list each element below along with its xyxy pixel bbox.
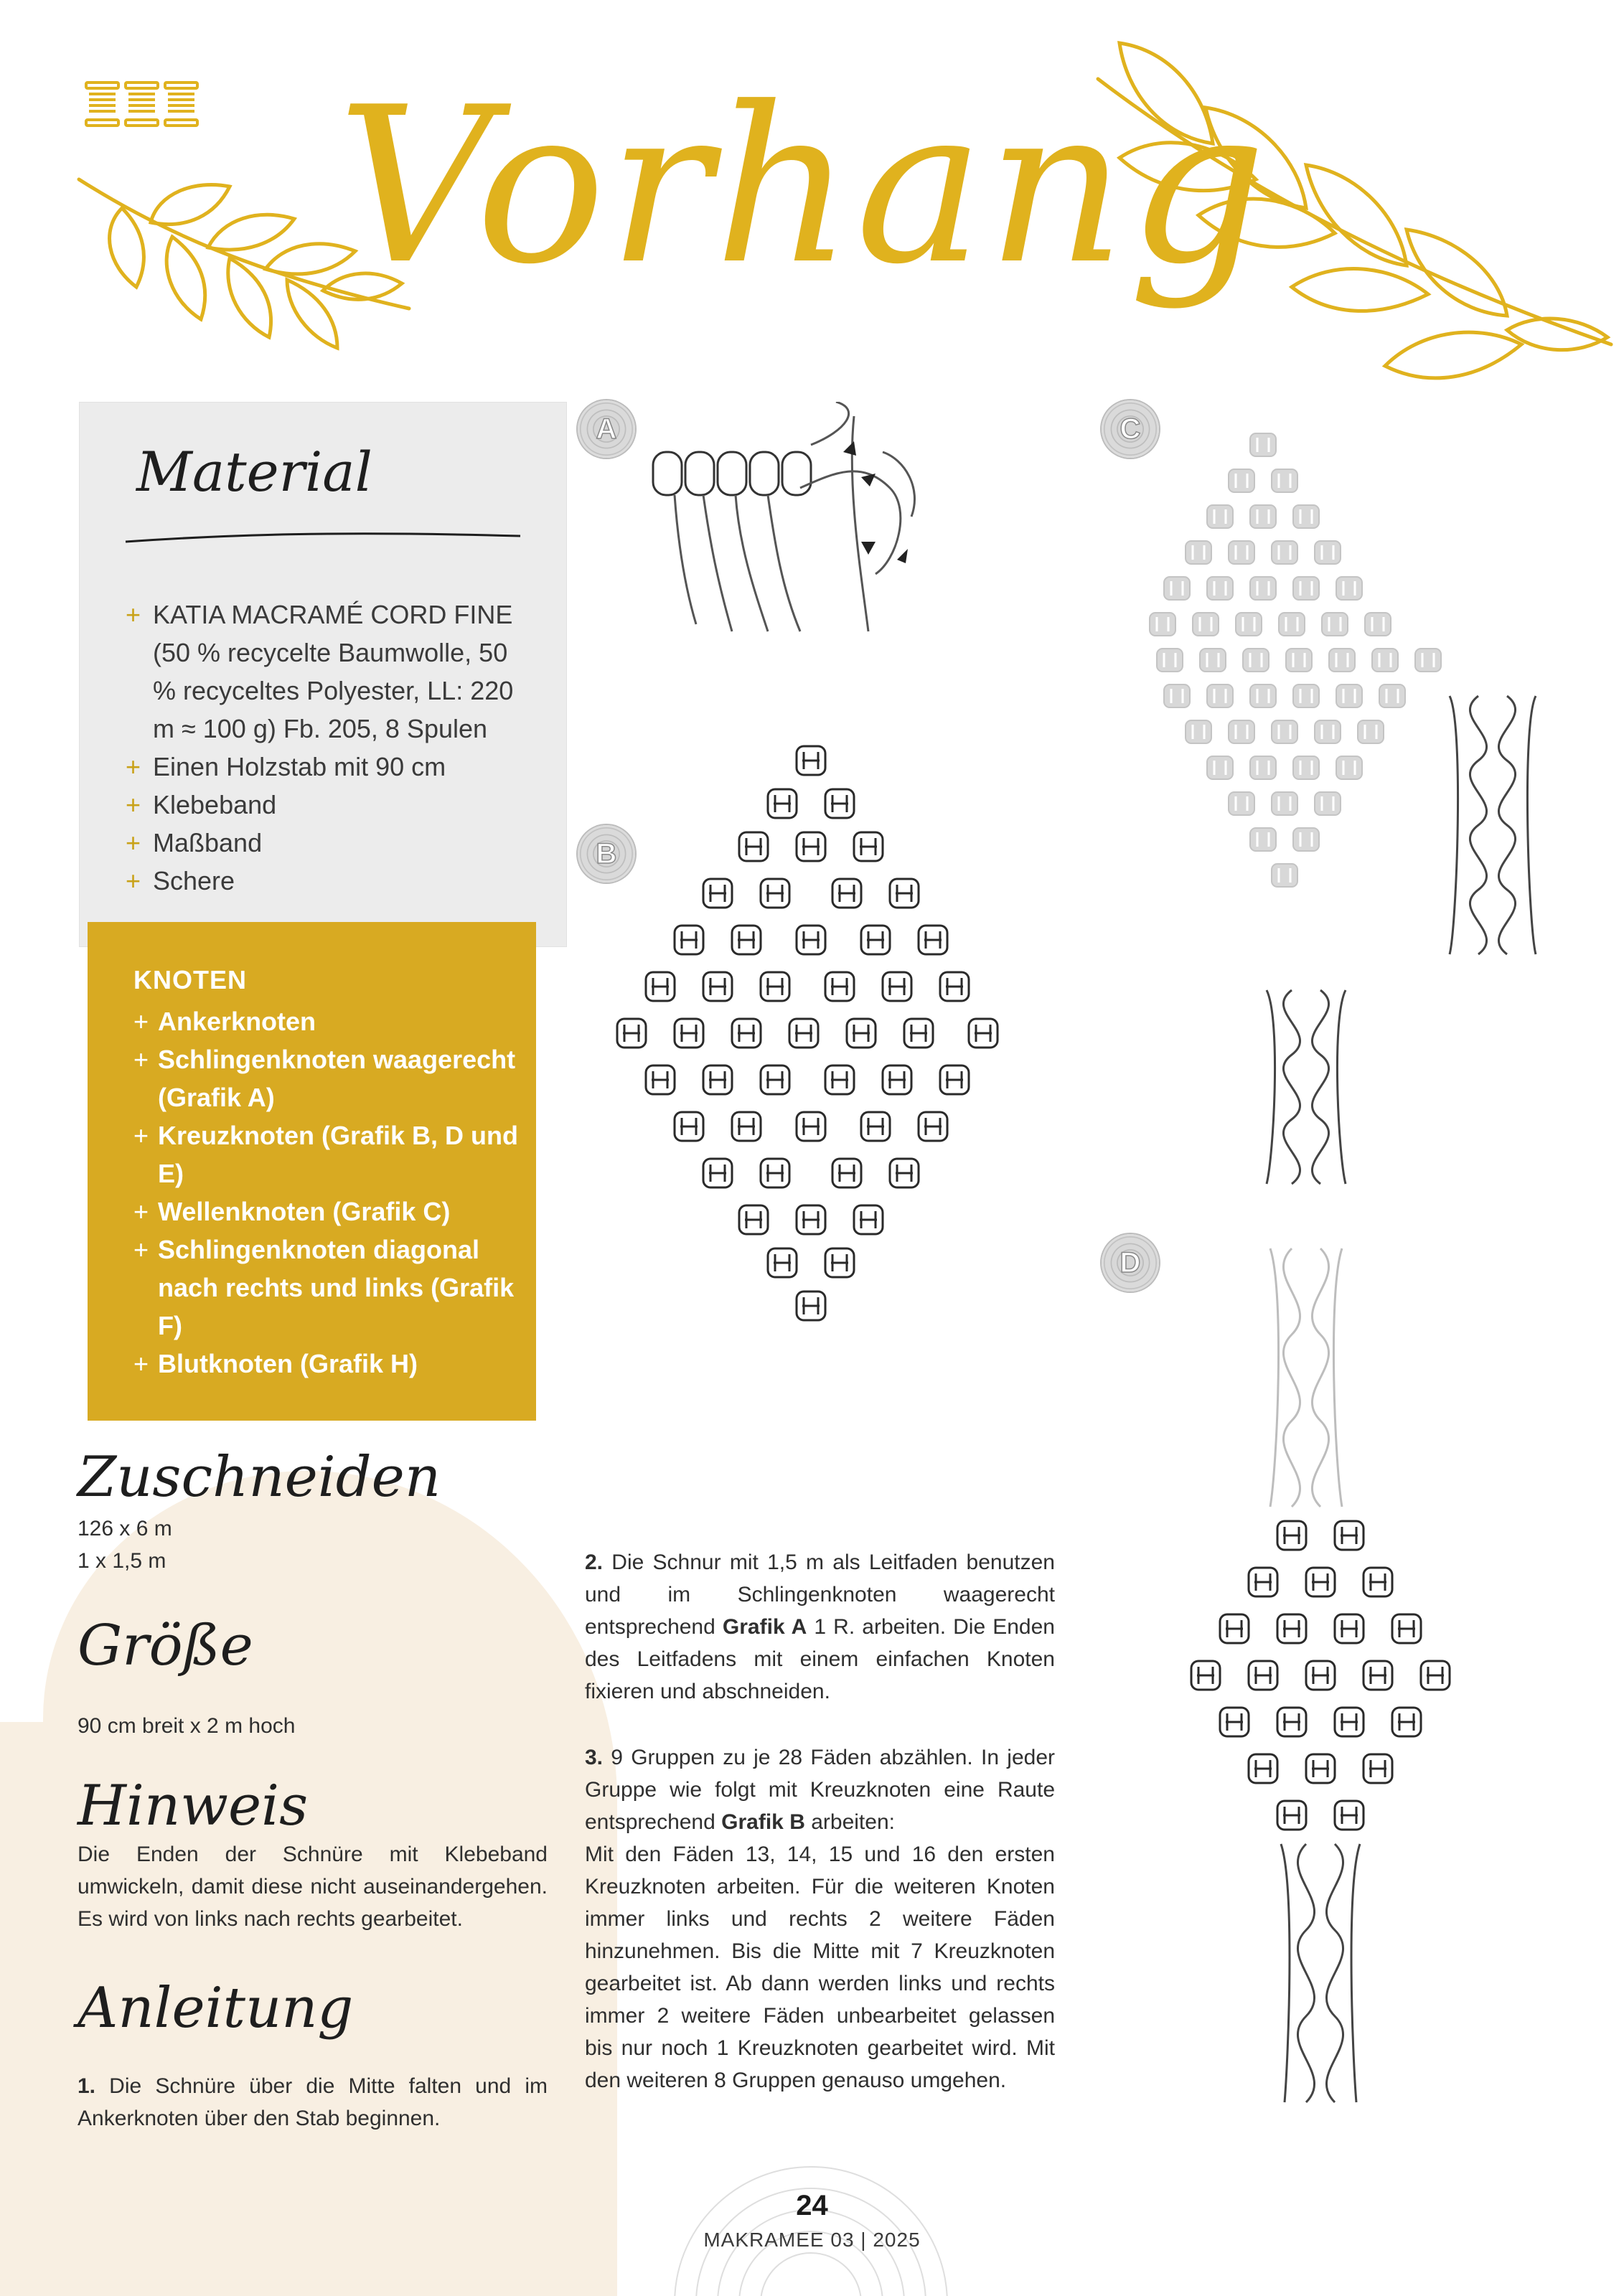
step-text: arbeiten: [811, 1810, 895, 1834]
page-title [337, 61, 1269, 395]
graphic-c-illustration [1148, 423, 1550, 1198]
anleitung-heading: Anleitung [78, 1976, 354, 2041]
graphic-label-b: B [578, 825, 635, 883]
zuschneiden-line: 1 x 1,5 m [78, 1549, 166, 1573]
step-bold-ref: Grafik B [721, 1810, 805, 1834]
footer-rings [632, 2152, 990, 2296]
material-underline [122, 520, 524, 549]
knoten-item: + Wellenknoten (Grafik C) [133, 1192, 521, 1231]
zuschneiden-heading: Zuschneiden [78, 1445, 441, 1510]
page-number: 24 [796, 2190, 828, 2221]
knoten-item: + Blutknoten (Grafik H) [133, 1345, 521, 1383]
step-number: 1. [78, 2074, 96, 2098]
graphic-a-illustration [646, 402, 947, 646]
groesse-heading: Größe [78, 1614, 253, 1678]
magazine-issue: MAKRAMEE 03 | 2025 [703, 2229, 921, 2251]
step-text: Die Schnüre über die Mitte falten und im Ankerknoten über den Stab beginnen. [78, 2074, 548, 2130]
step-1 [78, 2070, 548, 2135]
material-item: + Einen Holzstab mit 90 cm [126, 748, 527, 786]
groesse-text: 90 cm breit x 2 m hoch [78, 1714, 296, 1738]
graphic-label-c: C [1102, 400, 1159, 458]
material-box [79, 402, 567, 947]
step-number: 2. [585, 1551, 604, 1574]
graphic-label-d: D [1102, 1234, 1159, 1292]
knoten-box [88, 922, 536, 1421]
step-text: Die Schnur mit 1,5 m als Leitfaden benutzen und im Schlingenknoten waagerecht entsprechend [585, 1551, 1055, 1639]
material-item: + Schere [126, 862, 527, 900]
knoten-heading: KNOTEN [133, 965, 247, 994]
material-item: + Klebeband [126, 786, 527, 824]
diamond-knots [617, 746, 998, 1320]
step-text: Mit den Fäden 13, 14, 15 und 16 den ersten Kreuzknoten arbeiten. Für die weiteren Knoten immer links und rechts 2 weitere Fäden hinzunehmen. Bis die Mitte mit 7 Kreuzknoten gearbeitet ist. Ab dann werden links und rechts immer 2 weitere Fäden unbearbeitet gelassen bis nur noch 1 Kreuzknoten gearbeitet wird. Mit den weiteren 8 Gruppen genauso umgehen. [585, 1843, 1055, 2092]
material-item: + Maßband [126, 824, 527, 862]
knoten-item: + Kreuzknoten (Grafik B, D und E) [133, 1116, 521, 1192]
zuschneiden-line: 126 x 6 m [78, 1517, 172, 1540]
spool-icons [83, 79, 205, 129]
knoten-list [133, 1002, 521, 1383]
knoten-item: + Schlingenknoten waagerecht (Grafik A) [133, 1040, 521, 1116]
knoten-item: + Schlingenknoten diagonal nach rechts und links (Grafik F) [133, 1231, 521, 1345]
knoten-item: + Ankerknoten [133, 1002, 521, 1040]
graphic-d-illustration [1163, 1234, 1536, 2138]
step-text: 9 Gruppen zu je 28 Fäden abzählen. In jeder Gruppe wie folgt mit Kreuzknoten eine Raute entsprechend [585, 1746, 1055, 1834]
material-item: + KATIA MACRAMÉ CORD FINE (50 % recycelte Baumwolle, 50 % recyceltes Polyester, LL: 220 m ≈ 100 g) Fb. 205, 8 Spulen [126, 596, 527, 748]
step-2 [585, 1546, 1055, 1708]
hinweis-heading: Hinweis [78, 1774, 309, 1838]
graphic-b-diamond [588, 732, 1033, 1478]
step-number: 3. [585, 1746, 604, 1769]
step-3 [585, 1741, 1055, 2097]
hinweis-text: Die Enden der Schnüre mit Klebeband umwickeln, damit diese nicht auseinandergehen. Es wird von links nach rechts gearbeitet. [78, 1843, 548, 1931]
material-heading: Material [136, 440, 372, 504]
step-text: 1 R. arbeiten. Die Enden des Leitfadens mit einem einfachen Knoten fixieren und abschneiden. [585, 1615, 1055, 1703]
graphic-label-a: A [578, 400, 635, 458]
page-title-text: Vorhang [337, 61, 1269, 311]
material-list [126, 596, 527, 900]
step-bold-ref: Grafik A [722, 1615, 807, 1639]
